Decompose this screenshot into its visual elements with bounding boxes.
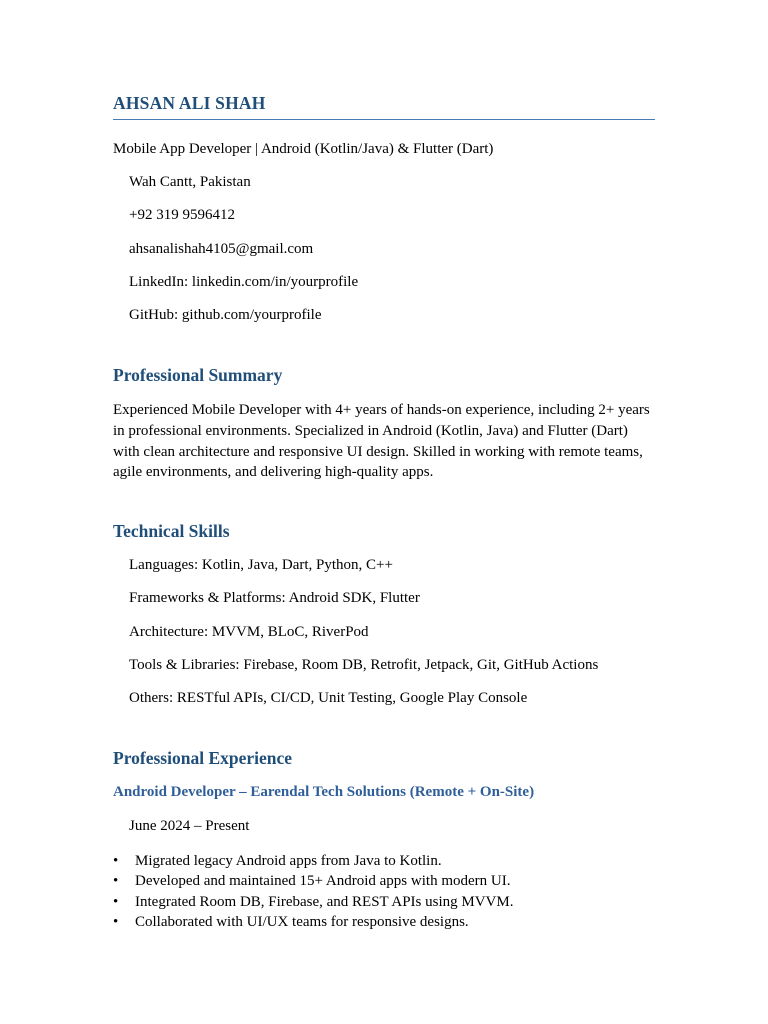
job-bullet — [113, 892, 513, 912]
contact-github: GitHub: github.com/yourprofile — [129, 307, 322, 323]
job-title: Mobile App Developer | Android (Kotlin/Java) & Flutter (Dart) — [113, 141, 494, 157]
summary-heading: Professional Summary — [113, 365, 283, 385]
job-bullets — [113, 851, 513, 932]
job-bullet — [113, 871, 513, 891]
skill-architecture: Architecture: MVVM, BLoC, RiverPod — [129, 624, 369, 640]
skill-others: Others: RESTful APIs, CI/CD, Unit Testing, Google Play Console — [129, 690, 528, 706]
contact-email: ahsanalishah4105@gmail.com — [129, 241, 314, 257]
skills-heading: Technical Skills — [113, 521, 230, 541]
job-bullet-text: Integrated Room DB, Firebase, and REST APIs using MVVM. — [135, 893, 514, 910]
bullet-icon: • — [113, 913, 119, 930]
contact-linkedin: LinkedIn: linkedin.com/in/yourprofile — [129, 274, 359, 290]
experience-heading: Professional Experience — [113, 748, 293, 768]
bullet-icon: • — [113, 893, 119, 910]
summary-text: Experienced Mobile Developer with 4+ years of hands-on experience, including 2+ years in professional environments. Specialized in Android (Kotlin, Java) and Flutter (Dart) with clean architecture and responsive UI design. Skilled in working with remote teams, agile environments, and delivering high-quality apps. — [113, 402, 650, 481]
job-bullet-text: Collaborated with UI/UX teams for responsive designs. — [135, 913, 469, 930]
job-bullet-text: Migrated legacy Android apps from Java to Kotlin. — [135, 853, 442, 869]
candidate-name: AHSAN ALI SHAH — [113, 93, 266, 113]
contact-phone: +92 319 9596412 — [129, 207, 235, 223]
job-dates: June 2024 – Present — [129, 818, 250, 834]
job-role: Android Developer – Earendal Tech Solutions (Remote + On-Site) — [113, 784, 535, 800]
skill-tools: Tools & Libraries: Firebase, Room DB, Retrofit, Jetpack, Git, GitHub Actions — [129, 657, 599, 673]
name-divider — [113, 119, 655, 120]
bullet-icon: • — [113, 853, 119, 869]
contact-location: Wah Cantt, Pakistan — [129, 174, 251, 190]
skill-languages: Languages: Kotlin, Java, Dart, Python, C++ — [129, 557, 393, 573]
job-bullet — [113, 912, 513, 932]
job-bullet — [113, 851, 513, 871]
job-bullet-text: Developed and maintained 15+ Android apps with modern UI. — [135, 873, 511, 890]
bullet-icon: • — [113, 873, 119, 890]
skill-frameworks: Frameworks & Platforms: Android SDK, Flutter — [129, 590, 420, 606]
